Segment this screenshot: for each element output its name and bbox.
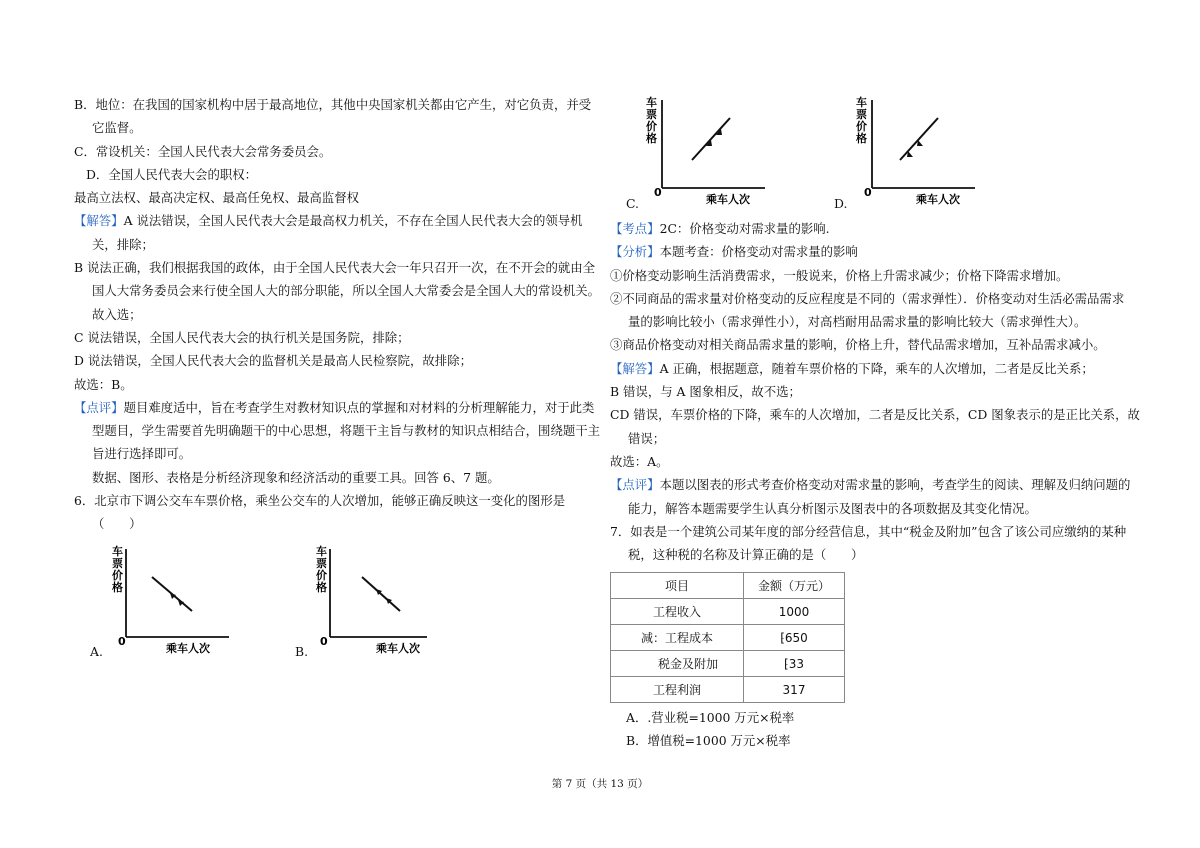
answer-line: 【解答】A 说法错误，全国人民代表大会是最高权力机关，不存在全国人民代表大会的领导机 [74,213,583,229]
text-line: CD 错误，车票价格的下降，乘车的人次增加，二者是反比关系，CD 图象表示的是正比关系，故 [610,407,1140,423]
svg-text:票: 票 [316,557,327,570]
svg-text:乘车人次: 乘车人次 [706,193,750,206]
table-cell: 税金及附加 [611,651,744,677]
graph-c-label: C. [626,196,639,211]
text-line: 关，排除； [92,236,154,252]
svg-text:0: 0 [864,186,872,199]
text-line: D 说法错误，全国人民代表大会的监督机关是最高人民检察院，故排除； [74,353,472,369]
question-7-options [626,706,1146,753]
text-line: D．全国人民代表大会的职权： [86,166,258,182]
svg-text:格: 格 [646,132,657,145]
question-7: 7．如表是一个建筑公司某年度的部分经营信息，其中“税金及附加”包含了该公司应缴纳的某种 [610,523,1127,539]
table-header [611,573,845,599]
table-cell: 工程收入 [611,599,744,625]
analysis-tag: 【分析】 [610,244,660,260]
svg-text:格: 格 [856,132,867,145]
point-tag: 【考点】 [610,221,660,236]
comment-tag: 【点评】 [610,477,660,493]
graph-a-label: A. [90,644,103,659]
graph-d [850,96,980,208]
graph-a [104,545,234,657]
question-6-blank: （ ） [92,516,142,532]
svg-text:票: 票 [112,557,123,570]
svg-text:0: 0 [118,635,126,648]
text-line: 故入选； [92,306,142,322]
table-row [611,651,845,677]
left-column [74,93,601,536]
option-b: B．增值税=1000 万元×税率 [626,733,791,749]
text-line: C．常设机关：全国人民代表大会常务委员会。 [74,143,332,159]
svg-text:格: 格 [112,581,123,594]
text-line: B．地位：在我国的国家机构中居于最高地位，其他中央国家机关都由它产生，对它负责，并受 [74,97,592,112]
svg-text:车: 车 [856,96,867,109]
text-line: 国人大常务委员会来行使全国人大的部分职能，所以全国人大常委会是全国人大的常设机关。 [92,283,601,299]
text-line: ②不同商品的需求量对价格变动的反应程度是不同的（需求弹性）．价格变动对生活必需品需求 [610,290,1125,306]
table-cell: 金额（万元） [744,573,845,599]
comment-line: 【点评】本题以图表的形式考查价格变动对需求量的影响，考查学生的阅读、理解及归纳问题的 [610,477,1131,493]
svg-text:车: 车 [316,545,327,558]
svg-text:乘车人次: 乘车人次 [376,642,420,655]
comment-line: 【点评】题目难度适中，旨在考查学生对教材知识点的掌握和对材料的分析理解能力，对于此类 [74,399,595,415]
text-line: 数据、图形、表格是分析经济现象和经济活动的重要工具。回答 6、7 题。 [92,469,500,485]
svg-text:票: 票 [856,108,867,121]
text-line: B 说法正确，我们根据我国的政体，由于全国人民代表大会一年只召开一次，在不开会的就由全 [74,260,596,276]
text-line: 故选：B。 [74,376,133,392]
svg-text:价: 价 [112,569,123,582]
table-row [611,599,845,625]
text-line: B 错误，与 A 图象相反，故不选； [610,384,801,400]
svg-text:乘车人次: 乘车人次 [916,193,960,206]
table-cell: 减：工程成本 [611,625,744,651]
text-line: ③商品价格变动对相关商品需求量的影响，价格上升，替代品需求增加，互补品需求减小。 [610,337,1106,353]
text-line: 它监督。 [92,120,142,136]
text-line: 旨进行选择即可。 [92,446,192,462]
text-line: 型题目，学生需要首先明确题干的中心思想，将题干主旨与教材的知识点相结合，围绕题干主 [92,423,601,439]
graph-b-label: B. [295,644,309,659]
table-cell: 项目 [611,573,744,599]
answer-tag: 【解答】 [610,360,660,376]
finance-table [610,572,845,703]
analysis-line: 【分析】本题考查：价格变动对需求量的影响 [610,244,858,260]
table-row [611,677,845,703]
text-line: 能力，解答本题需要学生认真分析图示及图表中的各项数据及其变化情况。 [628,500,1037,516]
table-cell: ⁅33 [744,651,845,677]
comment-tag: 【点评】 [74,399,124,415]
question-6: 6．北京市下调公交车车票价格，乘坐公交车的人次增加，能够正确反映这一变化的图形是 [74,493,566,509]
svg-text:车: 车 [646,96,657,109]
text-line: ①价格变动影响生活消费需求，一般说来，价格上升需求减少；价格下降需求增加。 [610,267,1069,283]
svg-text:格: 格 [316,581,327,594]
right-column [610,217,1140,566]
table-cell: 工程利润 [611,677,744,703]
table-cell: ⁅650 [744,625,845,651]
table-cell: 1000 [744,599,845,625]
text-line: 错误； [628,430,666,446]
text-line: 量的影响比较小（需求弹性小），对高档耐用品需求量的影响比较大（需求弹性大）。 [628,314,1087,330]
text-line: C 说法错误，全国人民代表大会的执行机关是国务院，排除； [74,329,410,345]
option-a: A．.营业税=1000 万元×税率 [626,710,795,725]
point-line: 【考点】2C：价格变动对需求量的影响. [610,221,830,236]
svg-text:票: 票 [646,108,657,121]
graph-d-label: D. [834,196,848,211]
question-7-cont: 税，这种税的名称及计算正确的是（ ） [628,547,864,563]
y-axis-label: 车 [112,545,123,558]
svg-text:价: 价 [646,120,657,133]
graph-b [302,545,432,657]
answer-line: 【解答】A 正确，根据题意，随着车票价格的下降，乘车的人次增加，二者是反比关系； [610,360,1094,376]
svg-text:价: 价 [316,569,327,582]
table-cell: 317 [744,677,845,703]
text-line: 故选：A。 [610,453,669,469]
svg-text:0: 0 [320,635,328,648]
text-line: 最高立法权、最高决定权、最高任免权、最高监督权 [74,190,359,206]
svg-text:价: 价 [856,120,867,133]
x-axis-label: 乘车人次 [166,642,210,655]
page-footer: 第 7 页（共 13 页） [551,778,649,790]
answer-tag: 【解答】 [74,213,124,229]
graph-c [640,96,770,208]
table-row [611,625,845,651]
svg-text:0: 0 [654,186,662,199]
